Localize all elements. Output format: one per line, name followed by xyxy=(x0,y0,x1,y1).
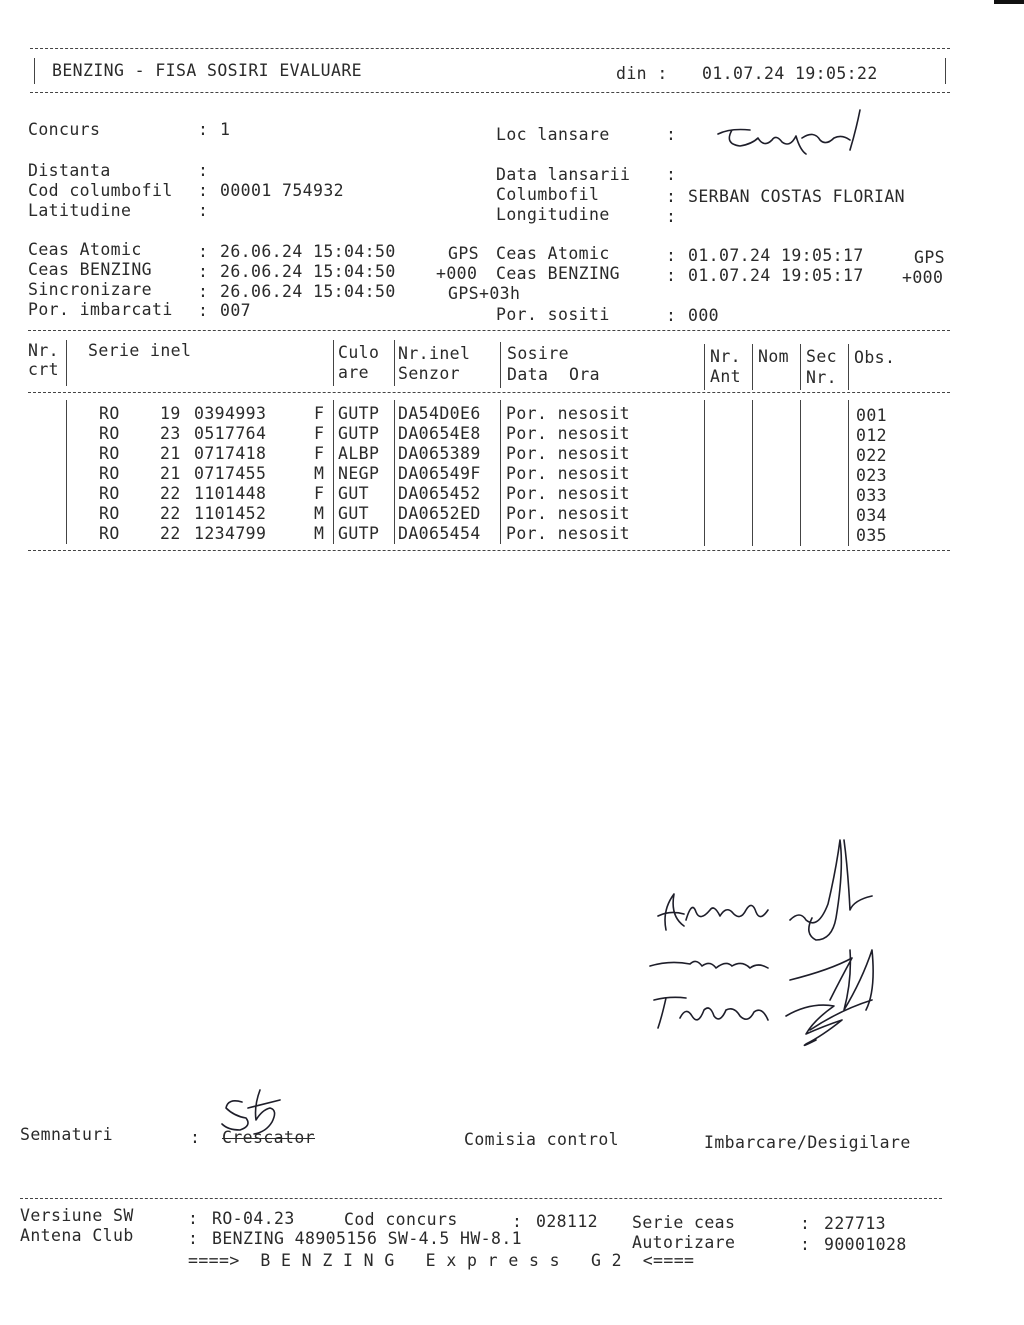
cell-country: RO xyxy=(99,484,120,503)
cell-year: 22 xyxy=(160,504,181,523)
cod-columbofil-label: Cod columbofil xyxy=(28,181,173,200)
col-header-nr-inel: Nr.inel xyxy=(398,344,471,363)
cell-obs: 033 xyxy=(856,486,888,505)
columbofil-label: Columbofil xyxy=(496,185,600,204)
ceas-atomic-right-value: 01.07.24 19:05:17 xyxy=(688,246,864,265)
cell-sensor: DA065452 xyxy=(398,484,481,503)
versiune-value: RO-04.23 xyxy=(212,1209,295,1228)
serie-ceas-label: Serie ceas xyxy=(632,1213,736,1232)
col-header-obs: Obs. xyxy=(854,348,896,367)
autorizare-value: 90001028 xyxy=(824,1235,907,1254)
crescator-label: Crescator xyxy=(222,1128,316,1147)
por-sositi-label: Por. sositi xyxy=(496,305,610,324)
por-sositi-value: 000 xyxy=(688,306,720,325)
cell-color: GUT xyxy=(338,504,370,523)
sincronizare-value: 26.06.24 15:04:50 xyxy=(220,282,396,301)
cell-sex: F xyxy=(314,404,325,423)
cell-sex: M xyxy=(314,504,325,523)
concurs-value: 1 xyxy=(220,120,231,139)
cell-color: GUT xyxy=(338,484,370,503)
sincronizare-label: Sincronizare xyxy=(28,280,153,299)
cell-status: Por. nesosit xyxy=(506,424,631,443)
loc-lansare-label: Loc lansare xyxy=(496,125,610,144)
ceas-benzing-label: Ceas BENZING xyxy=(28,260,153,279)
cell-obs: 022 xyxy=(856,446,888,465)
semnaturi-label: Semnaturi xyxy=(20,1125,114,1144)
cell-color: GUTP xyxy=(338,404,380,423)
cell-sensor: DA0654E8 xyxy=(398,424,481,443)
cell-year: 21 xyxy=(160,464,181,483)
date-value: 01.07.24 19:05:22 xyxy=(702,64,878,83)
cell-sex: M xyxy=(314,464,325,483)
ceas-benzing-right-label: Ceas BENZING xyxy=(496,264,621,283)
cell-country: RO xyxy=(99,464,120,483)
ceas-atomic-right-suffix: GPS xyxy=(914,248,946,267)
col-header-culo: Culo xyxy=(338,343,380,362)
cell-status: Por. nesosit xyxy=(506,524,631,543)
col-header-sosire: Sosire xyxy=(507,344,570,363)
cell-ring: 0394993 xyxy=(194,404,267,423)
cell-sensor: DA06549F xyxy=(398,464,481,483)
cell-ring: 1101448 xyxy=(194,484,267,503)
cell-ring: 0717418 xyxy=(194,444,267,463)
antena-club-value: BENZING 48905156 SW-4.5 HW-8.1 xyxy=(212,1229,523,1248)
cell-ring: 1234799 xyxy=(194,524,267,543)
scan-edge-mark xyxy=(994,0,1024,4)
col-header-senzor: Senzor xyxy=(398,364,461,383)
col-header-data-ora: Data Ora xyxy=(507,365,601,384)
comisia-control-label: Comisia control xyxy=(464,1130,620,1149)
cell-country: RO xyxy=(99,504,120,523)
ceas-benzing-right-value: 01.07.24 19:05:17 xyxy=(688,266,864,285)
cell-country: RO xyxy=(99,404,120,423)
cell-sensor: DA54D0E6 xyxy=(398,404,481,423)
cell-color: GUTP xyxy=(338,524,380,543)
date-label: din : xyxy=(616,64,668,83)
col-header-nom: Nom xyxy=(758,347,790,366)
sincronizare-suffix: GPS+03h xyxy=(448,284,521,303)
columbofil-value: SERBAN COSTAS FLORIAN xyxy=(688,187,906,206)
cell-sensor: DA065389 xyxy=(398,444,481,463)
ceas-benzing-suffix: +000 xyxy=(436,264,478,283)
cell-country: RO xyxy=(99,424,120,443)
cod-concurs-label: Cod concurs xyxy=(344,1210,458,1229)
concurs-label: Concurs xyxy=(28,120,101,139)
cell-color: ALBP xyxy=(338,444,380,463)
ceas-atomic-value: 26.06.24 15:04:50 xyxy=(220,242,396,261)
cell-color: NEGP xyxy=(338,464,380,483)
cell-color: GUTP xyxy=(338,424,380,443)
por-imbarcati-label: Por. imbarcati xyxy=(28,300,173,319)
cell-obs: 012 xyxy=(856,426,888,445)
document-title: BENZING - FISA SOSIRI EVALUARE xyxy=(52,61,363,80)
longitudine-label: Longitudine xyxy=(496,205,610,224)
col-header-nr-ant-1: Nr. xyxy=(710,347,742,366)
ceas-benzing-right-suffix: +000 xyxy=(902,268,944,287)
cell-ring: 1101452 xyxy=(194,504,267,523)
ceas-atomic-label: Ceas Atomic xyxy=(28,240,142,259)
cell-sensor: DA0652ED xyxy=(398,504,481,523)
cell-obs: 035 xyxy=(856,526,888,545)
cod-columbofil-value: 00001 754932 xyxy=(220,181,345,200)
cod-concurs-value: 028112 xyxy=(536,1212,599,1231)
ceas-atomic-right-label: Ceas Atomic xyxy=(496,244,610,263)
versiune-label: Versiune SW xyxy=(20,1206,134,1225)
cell-sex: F xyxy=(314,444,325,463)
cell-status: Por. nesosit xyxy=(506,464,631,483)
cell-status: Por. nesosit xyxy=(506,484,631,503)
col-header-sec-nr: Nr. xyxy=(806,368,838,387)
cell-year: 21 xyxy=(160,444,181,463)
por-imbarcati-value: 007 xyxy=(220,301,252,320)
cell-status: Por. nesosit xyxy=(506,504,631,523)
antena-club-label: Antena Club xyxy=(20,1226,134,1245)
col-header-serie-inel: Serie inel xyxy=(88,341,192,360)
col-header-nr-ant-2: Ant xyxy=(710,367,742,386)
loc-lansare-signature xyxy=(710,104,880,168)
cell-obs: 023 xyxy=(856,466,888,485)
cell-year: 22 xyxy=(160,484,181,503)
cell-obs: 001 xyxy=(856,406,888,425)
ceas-benzing-value: 26.06.24 15:04:50 xyxy=(220,262,396,281)
col-header-nr: Nr. xyxy=(28,341,60,360)
cell-year: 22 xyxy=(160,524,181,543)
cell-sex: F xyxy=(314,484,325,503)
latitudine-label: Latitudine xyxy=(28,201,132,220)
ceas-atomic-suffix: GPS xyxy=(448,244,480,263)
cell-status: Por. nesosit xyxy=(506,444,631,463)
col-header-sec: Sec xyxy=(806,347,838,366)
cell-year: 23 xyxy=(160,424,181,443)
cell-obs: 034 xyxy=(856,506,888,525)
commission-signatures xyxy=(640,830,900,1060)
col-header-crt: crt xyxy=(28,360,60,379)
data-lansarii-label: Data lansarii xyxy=(496,165,631,184)
serie-ceas-value: 227713 xyxy=(824,1214,887,1233)
cell-year: 19 xyxy=(160,404,181,423)
imbarcare-desigilare-label: Imbarcare/Desigilare xyxy=(704,1133,911,1152)
benzing-banner: ====> B E N Z I N G E x p r e s s G 2 <==== xyxy=(188,1251,695,1270)
cell-sex: M xyxy=(314,524,325,543)
cell-ring: 0717455 xyxy=(194,464,267,483)
cell-country: RO xyxy=(99,524,120,543)
col-header-are: are xyxy=(338,363,370,382)
autorizare-label: Autorizare xyxy=(632,1233,736,1252)
cell-sensor: DA065454 xyxy=(398,524,481,543)
cell-ring: 0517764 xyxy=(194,424,267,443)
cell-sex: F xyxy=(314,424,325,443)
cell-status: Por. nesosit xyxy=(506,404,631,423)
cell-country: RO xyxy=(99,444,120,463)
distanta-label: Distanta xyxy=(28,161,111,180)
